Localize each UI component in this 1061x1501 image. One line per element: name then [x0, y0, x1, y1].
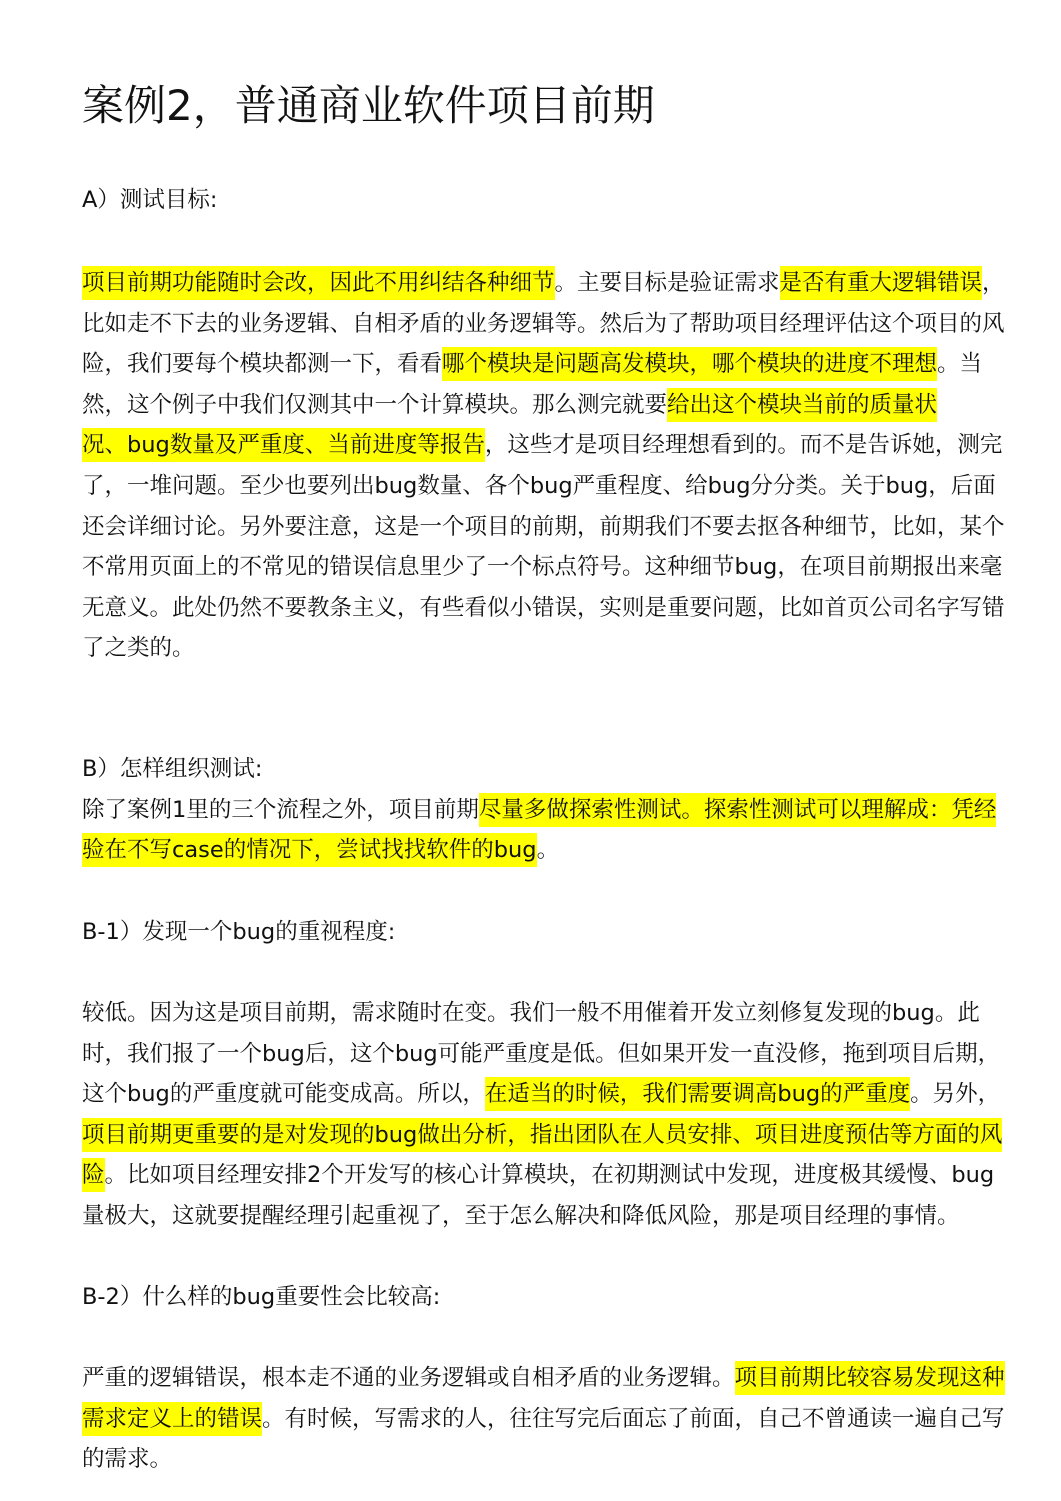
section-b2-paragraph: [82, 1358, 1057, 1480]
text-line: [82, 1034, 1057, 1075]
text-segment: 。主要目标是验证需求: [554, 270, 780, 296]
text-segment: ，这些才是项目经理想看到的。而不是告诉她，测完: [484, 432, 1003, 459]
section-b-paragraph: [82, 749, 1057, 871]
document-title: 案例2，普通商业软件项目前期: [82, 81, 655, 130]
text-line: [82, 1399, 1057, 1440]
text-line: [82, 180, 1057, 221]
text-segment: 的需求。: [82, 1446, 173, 1473]
text-line: [82, 912, 1057, 953]
text-segment: 。另外，: [910, 1081, 1001, 1108]
highlighted-text: 项目前期更重要的是对发现的bug做出分析，指出团队在人员安排、项目进度预估等方面的风: [82, 1118, 1002, 1152]
text-line: [82, 466, 1057, 507]
text-segment: 较低。因为这是项目前期，需求随时在变。我们一般不用催着开发立刻修复发现的bug。此: [82, 1000, 980, 1026]
text-line: [82, 547, 1057, 588]
text-segment: 时，我们报了一个bug后，这个bug可能严重度是低。但如果开发一直没修，拖到项目后期，: [82, 1040, 1001, 1067]
text-segment: 。有时候，写需求的人，往往写完后面忘了前面，自己不曾通读一遍自己写: [262, 1405, 1005, 1432]
text-segment: 然，这个例子中我们仅测其中一个计算模块。那么测完就要: [82, 391, 668, 418]
highlighted-text: 需求定义上的错误: [82, 1402, 262, 1436]
section-b1-paragraph: [82, 993, 1057, 1237]
text-line: [82, 588, 1057, 629]
section-b2-heading: [82, 1277, 1057, 1318]
text-line: [82, 344, 1057, 385]
text-line: [82, 790, 1057, 831]
text-segment: ，: [982, 270, 1005, 296]
text-segment: A）测试目标:: [82, 187, 218, 213]
text-segment: 。比如项目经理安排2个开发写的核心计算模块，在初期测试中发现，进度极其缓慢、bug: [104, 1162, 995, 1189]
highlighted-text: 尽量多做探索性测试。探索性测试可以理解成：凭经: [479, 793, 997, 827]
text-line: [82, 1439, 1057, 1480]
highlighted-text: 验在不写case的情况下，尝试找找软件的bug: [82, 833, 537, 867]
highlighted-text: 在适当的时候，我们需要调高bug的严重度: [485, 1077, 910, 1111]
text-segment: 这个bug的严重度就可能变成高。所以，: [82, 1081, 485, 1108]
text-segment: B-2）什么样的bug重要性会比较高:: [82, 1284, 441, 1310]
highlighted-text: 是否有重大逻辑错误: [780, 266, 983, 300]
section-a-paragraph: [82, 263, 1057, 669]
text-line: [82, 1074, 1057, 1115]
text-line: [82, 830, 1057, 871]
text-line: [82, 385, 1057, 426]
text-line: [82, 628, 1057, 669]
text-line: [82, 507, 1057, 548]
highlighted-text: 项目前期功能随时会改，因此不用纠结各种细节: [82, 266, 555, 300]
text-line: [82, 1155, 1057, 1196]
section-b1-heading: [82, 912, 1057, 953]
text-line: [82, 1277, 1057, 1318]
text-segment: 比如走不下去的业务逻辑、自相矛盾的业务逻辑等。然后为了帮助项目经理评估这个项目的风: [82, 310, 1005, 337]
text-line: [82, 993, 1057, 1034]
text-segment: 还会详细讨论。另外要注意，这是一个项目的前期，前期我们不要去抠各种细节，比如，某个: [82, 513, 1005, 540]
highlighted-text: 给出这个模块当前的质量状: [667, 388, 937, 422]
text-segment: 不常用页面上的不常见的错误信息里少了一个标点符号。这种细节bug，在项目前期报出来毫: [82, 554, 1003, 581]
highlighted-text: 况、bug数量及严重度、当前进度等报告: [82, 428, 485, 462]
text-segment: 。当: [937, 351, 983, 378]
text-line: [82, 1196, 1057, 1237]
text-line: [82, 263, 1057, 304]
text-line: [82, 1358, 1057, 1399]
text-line: [82, 425, 1057, 466]
text-segment: 。: [536, 837, 560, 864]
text-line: [82, 1115, 1057, 1156]
text-segment: B-1）发现一个bug的重视程度:: [82, 919, 396, 945]
highlighted-text: 险: [82, 1158, 105, 1192]
text-segment: 量极大，这就要提醒经理引起重视了，至于怎么解决和降低风险，那是项目经理的事情。: [82, 1202, 960, 1229]
text-segment: 严重的逻辑错误，根本走不通的业务逻辑或自相矛盾的业务逻辑。: [82, 1365, 735, 1391]
section-a-heading: [82, 180, 1057, 221]
text-segment: B）怎样组织测试:: [82, 756, 263, 782]
text-segment: 险，我们要每个模块都测一下，看看: [82, 351, 443, 378]
text-segment: 无意义。此处仍然不要教条主义，有些看似小错误，实则是重要问题，比如首页公司名字写错: [82, 594, 1005, 621]
text-line: [82, 749, 1057, 790]
text-segment: 了之类的。: [82, 635, 195, 662]
text-segment: 除了案例1里的三个流程之外，项目前期: [82, 796, 479, 823]
text-line: [82, 304, 1057, 345]
highlighted-text: 哪个模块是问题高发模块，哪个模块的进度不理想: [442, 347, 937, 381]
highlighted-text: 项目前期比较容易发现这种: [735, 1361, 1005, 1395]
text-segment: 了，一堆问题。至少也要列出bug数量、各个bug严重程度、给bug分分类。关于bug，后面: [82, 472, 996, 499]
